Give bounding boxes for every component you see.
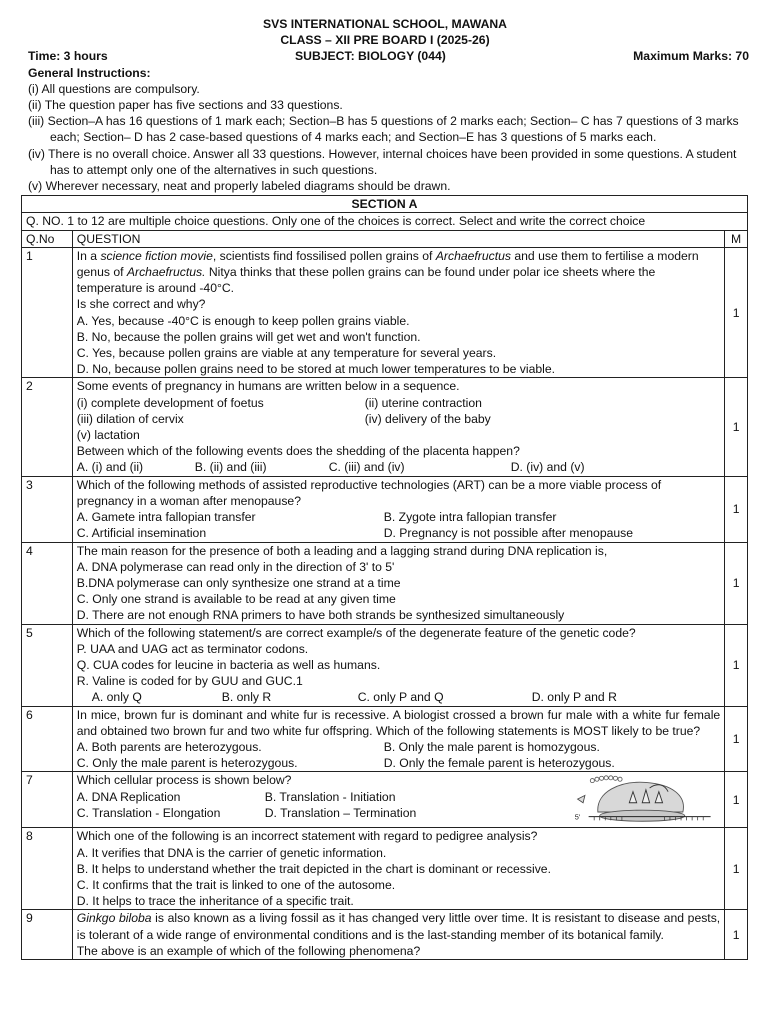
table-header-row <box>22 230 748 247</box>
ribosome-large-subunit-icon <box>598 783 684 813</box>
questions-table <box>21 195 748 960</box>
maximum-marks: Maximum Marks: 70 <box>633 49 749 64</box>
option-a: A. only Q <box>91 690 142 705</box>
option-b: B. only R <box>221 690 272 705</box>
event-item: (i) complete development of foetus <box>76 395 264 410</box>
statement-r: R. Valine is coded for by GUU and GUC.1 <box>76 674 303 689</box>
option-b: B. (ii) and (iii) <box>194 460 267 475</box>
mrna-5prime-label: 5' <box>574 812 581 822</box>
section-note: Q. NO. 1 to 12 are multiple choice questions. Only one of the choices is correct. Select and write the correct choice <box>22 213 748 230</box>
question-row <box>22 772 748 828</box>
instruction-item: (v) Wherever necessary, neat and properly labeled diagrams should be drawn. <box>28 179 451 194</box>
option-d: D. only P and R <box>531 690 617 705</box>
event-item: (iii) dilation of cervix <box>76 411 184 426</box>
option-b: B. It helps to understand whether the trait depicted in the chart is dominant or recessive. <box>76 861 551 876</box>
option-a: A. (i) and (ii) <box>76 460 144 475</box>
option-c: C. (iii) and (iv) <box>328 460 405 475</box>
question-marks: 1 <box>725 542 748 624</box>
exam-title: CLASS – XII PRE BOARD I (2025-26) <box>280 33 490 48</box>
option-b: B. Translation - Initiation <box>264 789 396 804</box>
question-body <box>72 910 724 960</box>
question-body <box>72 542 724 624</box>
event-item: (v) lactation <box>76 428 140 443</box>
option-a: A. Both parents are heterozygous. <box>76 739 262 754</box>
question-row <box>22 624 748 706</box>
question-row <box>22 247 748 378</box>
general-instructions <box>28 65 749 195</box>
subject: SUBJECT: BIOLOGY (044) <box>295 49 446 64</box>
question-number: 2 <box>22 378 73 476</box>
question-row <box>22 706 748 772</box>
option-a: A. Gamete intra fallopian transfer <box>76 510 256 525</box>
question-marks: 1 <box>725 706 748 772</box>
question-stem: Some events of pregnancy in humans are written below in a sequence. <box>76 379 460 394</box>
instruction-item: (iv) There is no overall choice. Answer all 33 questions. However, internal choices have been provided in some questions. A student has to attempt only one of the alternatives in such questions. <box>28 146 737 177</box>
ribosome-translation-diagram <box>572 773 712 827</box>
question-stem: In a science fiction movie, scientists find fossilised pollen grains of Archaefructus and use them to fertilise a modern genus of Archaefructus. Nitya thinks that these pollen grains can be found under polar ice sheets where the temperature is around -40°C. <box>76 248 699 296</box>
school-name: SVS INTERNATIONAL SCHOOL, MAWANA <box>263 17 507 31</box>
question-body <box>72 706 724 772</box>
option-d: D. (iv) and (v) <box>510 460 585 475</box>
statement-q: Q. CUA codes for leucine in bacteria as well as humans. <box>76 657 381 672</box>
option-a: A. DNA polymerase can read only in the direction of 3' to 5' <box>76 559 395 574</box>
question-marks: 1 <box>725 624 748 706</box>
question-row <box>22 542 748 624</box>
option-d: D. Translation – Termination <box>264 805 417 820</box>
question-number: 8 <box>22 828 73 910</box>
question-body <box>72 624 724 706</box>
question-marks: 1 <box>725 828 748 910</box>
question-number: 6 <box>22 706 73 772</box>
question-stem: Which cellular process is shown below? <box>76 773 292 788</box>
question-row <box>22 910 748 960</box>
question-stem: The main reason for the presence of both a leading and a lagging strand during DNA replication is, <box>76 543 608 558</box>
option-c: C. Only one strand is available to be read at any given time <box>76 592 396 607</box>
question-stem: Which of the following methods of assisted reproductive technologies (ART) can be a more viable process of pregnancy in a woman after menopause? <box>76 477 662 508</box>
option-b: B. Zygote intra fallopian transfer <box>383 510 557 525</box>
option-b: B. Only the male parent is homozygous. <box>383 739 600 754</box>
option-d: D. It helps to trace the inheritance of a specific trait. <box>76 894 354 909</box>
question-row <box>22 828 748 910</box>
option-a: A. It verifies that DNA is the carrier of genetic information. <box>76 845 387 860</box>
option-d: D. Only the female parent is heterozygous. <box>383 756 615 771</box>
option-c: C. Only the male parent is heterozygous. <box>76 756 298 771</box>
option-d: D. There are not enough RNA primers to have both strands be synthesized simultaneously <box>76 608 565 623</box>
question-body <box>72 772 724 828</box>
question-paper <box>21 16 749 960</box>
instructions-heading: General Instructions: <box>28 65 151 80</box>
option-c: C. It confirms that the trait is linked to one of the autosome. <box>76 877 396 892</box>
question-marks: 1 <box>725 772 748 828</box>
column-header-question: QUESTION <box>72 230 724 247</box>
option-c: C. Translation - Elongation <box>76 805 221 820</box>
question-body <box>72 247 724 378</box>
polypeptide-chain-icon <box>590 776 622 783</box>
question-prompt: Between which of the following events does the shedding of the placenta happen? <box>76 444 520 459</box>
statement-p: P. UAA and UAG act as terminator codons. <box>76 641 309 656</box>
event-item: (ii) uterine contraction <box>364 395 482 410</box>
column-header-qno: Q.No <box>22 230 73 247</box>
question-stem: In mice, brown fur is dominant and white fur is recessive. A biologist crossed a brown fur male with a white fur female and obtained two brown fur and two white fur offspring. Which of the following statements is MOST likely to be true? <box>76 707 721 738</box>
option-a: A. Yes, because -40°C is enough to keep pollen grains viable. <box>76 313 410 328</box>
option-d: D. Pregnancy is not possible after menopause <box>383 526 634 541</box>
question-number: 4 <box>22 542 73 624</box>
option-d: D. No, because pollen grains need to be stored at much lower temperatures to be viable. <box>76 362 556 377</box>
question-number: 5 <box>22 624 73 706</box>
question-row <box>22 378 748 476</box>
question-marks: 1 <box>725 476 748 542</box>
question-marks: 1 <box>725 247 748 378</box>
option-b: B. No, because the pollen grains will get wet and won't function. <box>76 329 421 344</box>
question-number: 1 <box>22 247 73 378</box>
option-c: C. only P and Q <box>357 690 444 705</box>
question-prompt: The above is an example of which of the following phenomena? <box>76 943 421 958</box>
time-allowed: Time: 3 hours <box>28 49 108 64</box>
question-number: 7 <box>22 772 73 828</box>
question-row <box>22 476 748 542</box>
instruction-item: (ii) The question paper has five sections and 33 questions. <box>28 98 343 113</box>
question-number: 3 <box>22 476 73 542</box>
question-stem: Which one of the following is an incorrect statement with regard to pedigree analysis? <box>76 829 538 844</box>
trna-incoming-icon <box>577 796 584 803</box>
section-title: SECTION A <box>22 196 748 213</box>
option-b: B.DNA polymerase can only synthesize one strand at a time <box>76 575 401 590</box>
column-header-marks: M <box>725 230 748 247</box>
question-stem: Which of the following statement/s are correct example/s of the degenerate feature of the genetic code? <box>76 625 636 640</box>
option-c: C. Artificial insemination <box>76 526 207 541</box>
question-marks: 1 <box>725 378 748 476</box>
exam-meta <box>21 48 749 64</box>
question-body <box>72 476 724 542</box>
instruction-item: (i) All questions are compulsory. <box>28 81 200 96</box>
question-prompt: Is she correct and why? <box>76 297 206 312</box>
question-stem: Ginkgo biloba is also known as a living fossil as it has changed very little over time. It is resistant to disease and pests, is tolerant of a wide range of environmental conditions and is the last-standing member of its botanical family. <box>76 911 721 942</box>
option-c: C. Yes, because pollen grains are viable at any temperature for several years. <box>76 346 497 361</box>
question-number: 9 <box>22 910 73 960</box>
ribosome-small-subunit-icon <box>599 811 684 822</box>
option-a: A. DNA Replication <box>76 789 181 804</box>
event-item: (iv) delivery of the baby <box>364 411 491 426</box>
question-marks: 1 <box>725 910 748 960</box>
question-body <box>72 378 724 476</box>
question-body <box>72 828 724 910</box>
instruction-item: (iii) Section–A has 16 questions of 1 mark each; Section–B has 5 questions of 2 marks each; Section– C has 7 questions of 3 marks each; Section– D has 2 case-based questions of 4 marks each; and Section–E has 3 questions of 5 marks each. <box>28 114 739 145</box>
